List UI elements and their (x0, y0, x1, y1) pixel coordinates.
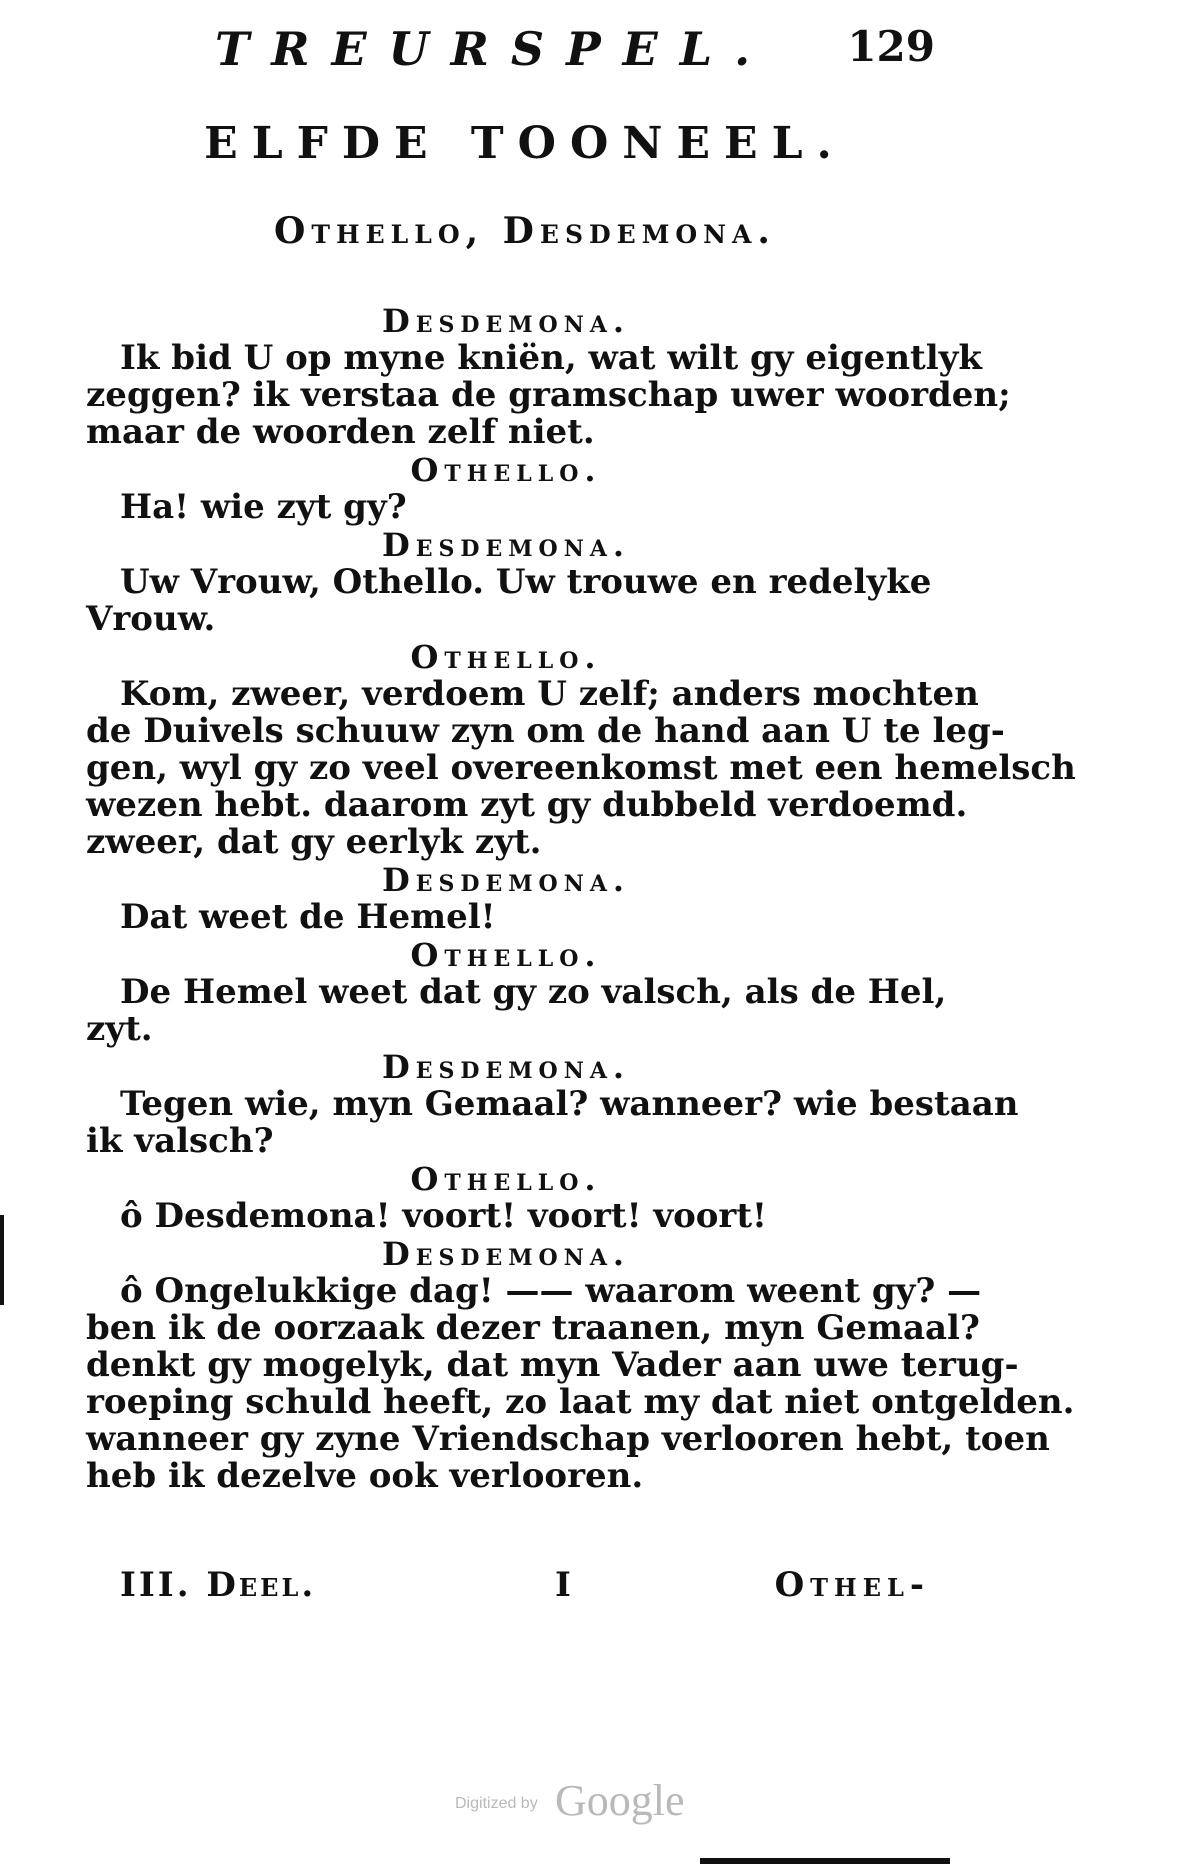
speaker-name: Desdemona. (381, 861, 631, 899)
page-number: 129 (847, 22, 935, 71)
speech-text (86, 1271, 1075, 1496)
speech-line: Kom, zweer, verdoem U zelf; anders mochten (120, 674, 979, 714)
speech-text (86, 899, 926, 936)
speech-line: ben ik de oorzaak dezer traanen, myn Gemaal? (86, 1308, 980, 1348)
left-edge-mark (0, 1215, 4, 1305)
speech-text (86, 1198, 926, 1235)
speech-line: de Duivels schuuw zyn om de hand aan U te leg- (86, 711, 1005, 751)
speech-line: zeggen? ik verstaa de gramschap uwer woorden; (86, 375, 1011, 415)
speech-line: denkt gy mogelyk, dat myn Vader aan uwe terug- (86, 1345, 1019, 1385)
dialogue-block (86, 861, 926, 936)
watermark-brand: Google (555, 1776, 685, 1825)
speech-line: Ik bid U op myne kniën, wat wilt gy eigentlyk (120, 338, 982, 378)
dialogue-block (86, 1235, 1075, 1496)
bottom-edge-mark (700, 1858, 950, 1864)
dialogue-block (86, 1048, 1019, 1161)
speech-line: zweer, dat gy eerlyk zyt. (86, 822, 542, 862)
speech-line: wezen hebt. daarom zyt gy dubbeld verdoemd. (86, 785, 968, 825)
speech-line: Vrouw. (86, 599, 216, 639)
speaker-name: Othello. (410, 1160, 602, 1198)
speech-line: ik valsch? (86, 1121, 274, 1161)
dialogue-block (86, 936, 947, 1049)
speaker-name: Desdemona. (381, 1235, 631, 1273)
speech-line: Uw Vrouw, Othello. Uw trouwe en redelyke (120, 562, 932, 602)
speech-line: ô Desdemona! voort! voort! voort! (120, 1196, 767, 1236)
speech-line: De Hemel weet dat gy zo valsch, als de Hel, (120, 972, 947, 1012)
speech-line: maar de woorden zelf niet. (86, 412, 595, 452)
page-footer (120, 1565, 930, 1615)
watermark-prefix: Digitized by (455, 1795, 538, 1812)
speaker-name: Desdemona. (381, 526, 631, 564)
speech-line: zyt. (86, 1009, 153, 1049)
catchword: Othel- (774, 1565, 930, 1605)
speaker-name: Desdemona. (381, 1048, 631, 1086)
speech-line: heb ik dezelve ook verlooren. (86, 1456, 644, 1496)
scene-persons: Othello, Desdemona. (274, 210, 776, 252)
speaker-name: Othello. (410, 936, 602, 974)
running-title: TREURSPEL. (215, 22, 773, 76)
speaker-name: Desdemona. (381, 302, 631, 340)
dialogue-block (86, 638, 1076, 862)
dialogue-block (86, 1160, 926, 1235)
dialogue-block (86, 526, 932, 639)
speech-text (86, 1084, 1019, 1161)
volume-marker: III. Deel. (120, 1565, 317, 1605)
speech-text (86, 562, 932, 639)
speech-line: gen, wyl gy zo veel overeenkomst met een hemelsch (86, 748, 1076, 788)
speech-line: Ha! wie zyt gy? (120, 487, 407, 527)
dialogue-block (86, 302, 1011, 452)
running-head (215, 22, 935, 82)
dialogue (86, 302, 1076, 1496)
speaker-name: Othello. (410, 451, 602, 489)
speech-text (86, 972, 947, 1049)
speech-line: Dat weet de Hemel! (120, 897, 496, 937)
speech-text (86, 338, 1011, 452)
speech-text (86, 674, 1076, 862)
speech-line: roeping schuld heeft, zo laat my dat niet ontgelden. (86, 1382, 1075, 1422)
speech-line: Tegen wie, myn Gemaal? wanneer? wie bestaan (120, 1084, 1019, 1124)
speech-line: wanneer gy zyne Vriendschap verlooren hebt, toen (86, 1419, 1050, 1459)
speech-line: ô Ongelukkige dag! —— waarom weent gy? — (120, 1271, 982, 1311)
speaker-name: Othello. (410, 638, 602, 676)
signature-mark: I (555, 1565, 571, 1605)
scene-title: ELFDE TOONEEL. (204, 118, 846, 169)
digitization-watermark (455, 1775, 715, 1825)
dialogue-block (86, 451, 926, 526)
speech-text (86, 489, 926, 526)
